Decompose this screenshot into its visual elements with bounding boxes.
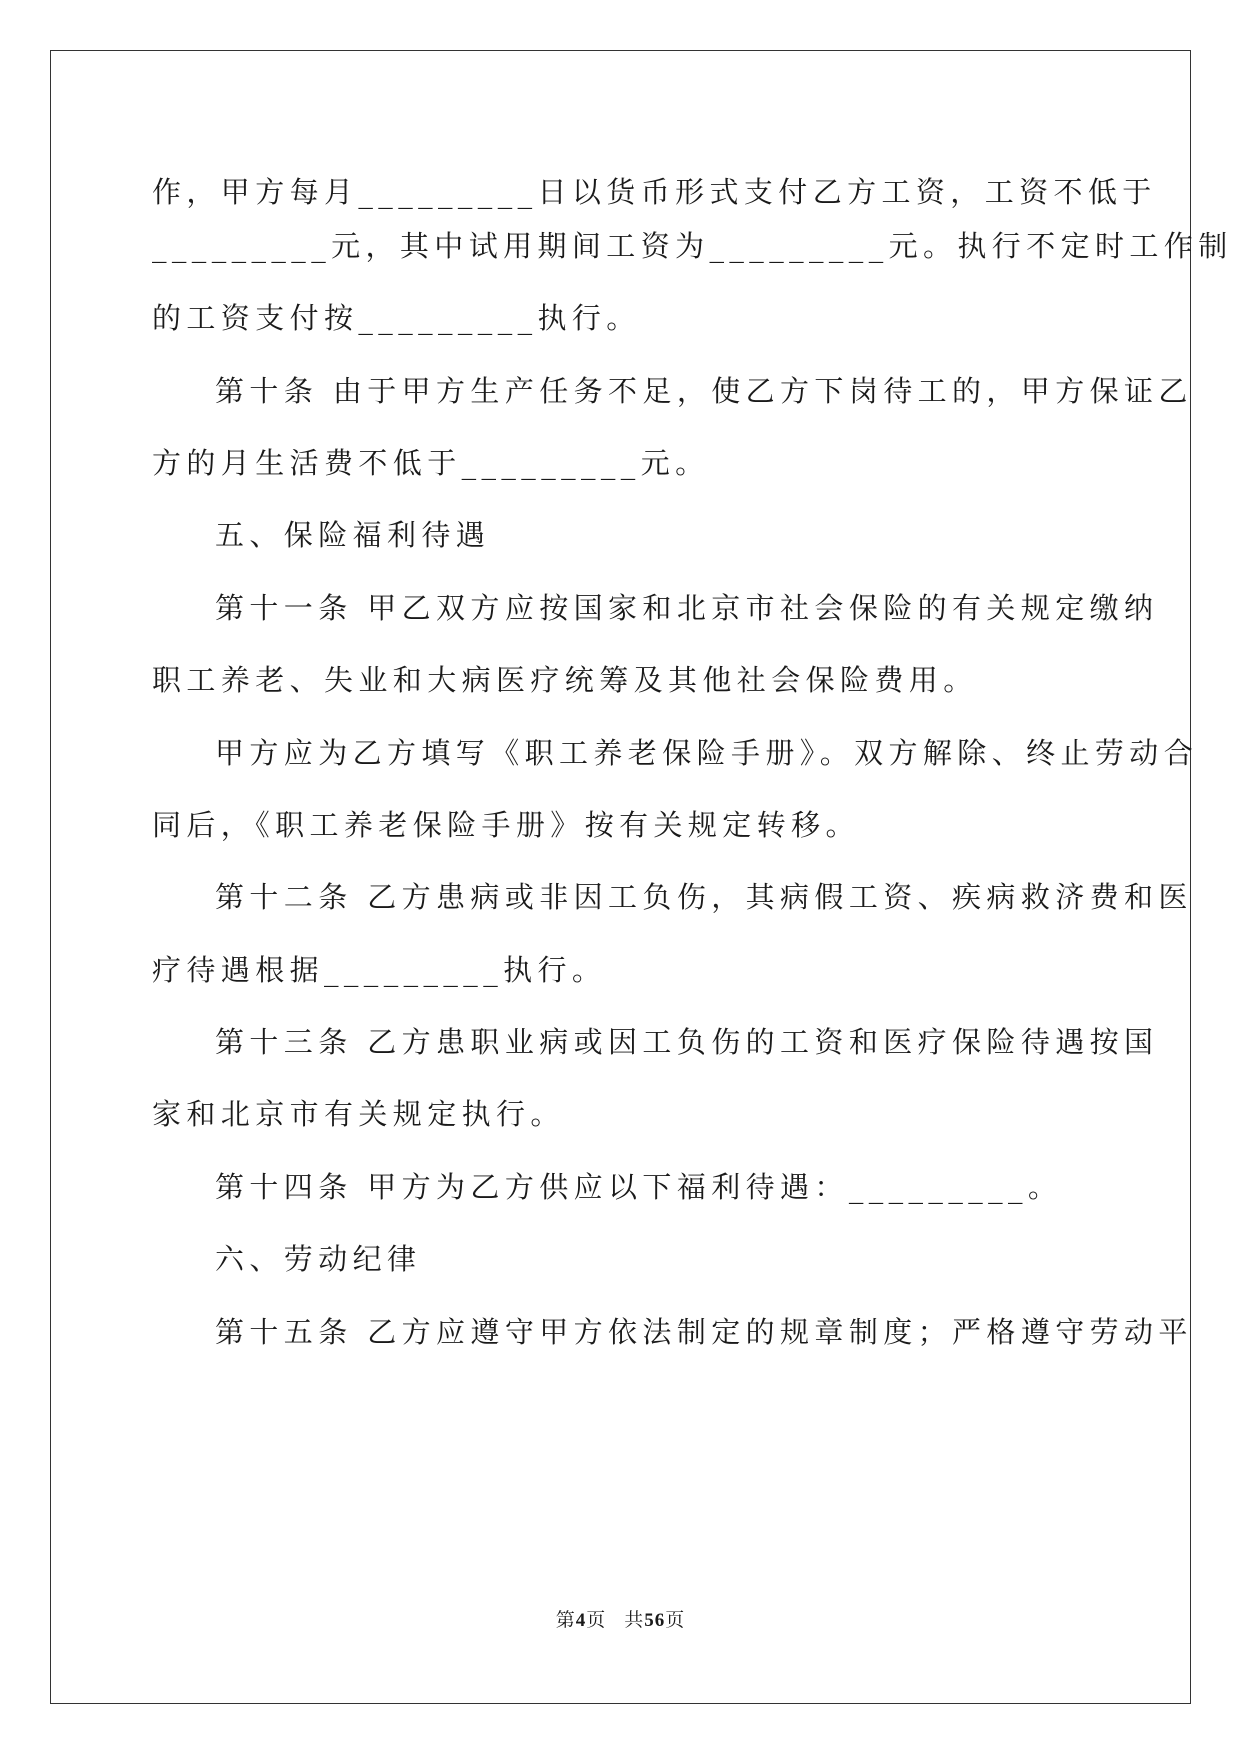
page-footer bbox=[0, 1608, 1241, 1633]
article-10-line: 第十条 由于甲方生产任务不足，使乙方下岗待工的，甲方保证乙 bbox=[215, 374, 1193, 408]
text-line: 家和北京市有关规定执行。 bbox=[152, 1097, 565, 1131]
article-12-line: 第十二条 乙方患病或非因工负伤，其病假工资、疾病救济费和医 bbox=[215, 880, 1193, 914]
article-13-line: 第十三条 乙方患职业病或因工负伤的工资和医疗保险待遇按国 bbox=[215, 1025, 1159, 1059]
article-11-line: 第十一条 甲乙双方应按国家和北京市社会保险的有关规定缴纳 bbox=[215, 591, 1159, 625]
text-line: _________元，其中试用期间工资为_________元。执行不定时工作制 bbox=[152, 229, 1233, 263]
text-line: 职工养老、失业和大病医疗统筹及其他社会保险费用。 bbox=[152, 663, 978, 697]
page-prefix: 第 bbox=[555, 1609, 576, 1631]
paragraph-line: 甲方应为乙方填写《职工养老保险手册》。双方解除、终止劳动合 bbox=[215, 736, 1199, 770]
total-suffix: 页 bbox=[665, 1609, 686, 1631]
text-line: 方的月生活费不低于_________元。 bbox=[152, 446, 710, 480]
text-line: 的工资支付按_________执行。 bbox=[152, 301, 641, 335]
total-prefix: 共 bbox=[624, 1609, 645, 1631]
text-line: 疗待遇根据_________执行。 bbox=[152, 953, 607, 987]
section-heading-discipline: 六、劳动纪律 bbox=[215, 1242, 422, 1276]
total-pages: 56 bbox=[644, 1610, 666, 1631]
page-number: 4 bbox=[575, 1610, 587, 1631]
article-15-line: 第十五条 乙方应遵守甲方依法制定的规章制度；严格遵守劳动平 bbox=[215, 1315, 1193, 1349]
article-14-line: 第十四条 甲方为乙方供应以下福利待遇：_________。 bbox=[215, 1170, 1063, 1204]
text-line: 作，甲方每月_________日以货币形式支付乙方工资，工资不低于 bbox=[152, 175, 1157, 209]
text-line: 同后，《职工养老保险手册》按有关规定转移。 bbox=[152, 808, 860, 842]
section-heading-insurance: 五、保险福利待遇 bbox=[215, 518, 491, 552]
page-suffix: 页 bbox=[586, 1609, 607, 1631]
